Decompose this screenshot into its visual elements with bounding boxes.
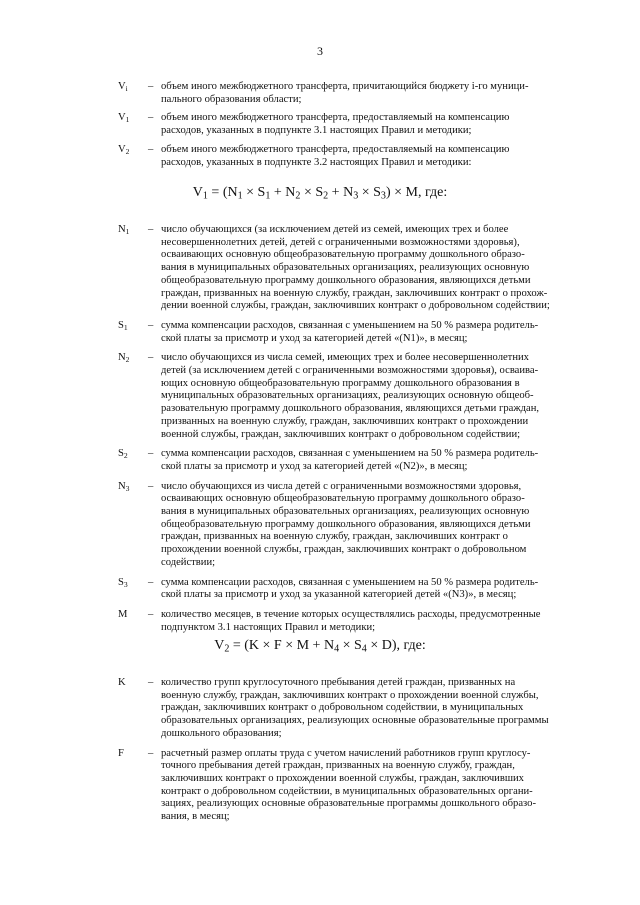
definition-line: расходов, указанных в подпункте 3.1 настоящих Правил и методики; xyxy=(161,125,472,137)
definition-line: пального образования области; xyxy=(161,93,302,105)
definition-symbol xyxy=(118,481,148,494)
definition-line: осваивающих основную общеобразовательную программу дошкольного образо- xyxy=(161,493,525,505)
definition-line: ской платы за присмотр и уход за категорией детей «(N2)», в месяц; xyxy=(161,460,468,472)
definition-line: число обучающихся (за исключением детей из семей, имеющих трех и более xyxy=(161,224,509,235)
definition-text xyxy=(161,677,608,741)
definition-line: заключивших контракт о прохождении военной службы, граждан, заключивших xyxy=(161,772,524,784)
definition-line: зациях, реализующих основные образовательные программы дошкольного образо- xyxy=(161,798,537,810)
definition-line: военной службы, граждан, заключивших контракт о добровольном содействии; xyxy=(161,428,521,440)
formula-lhs: V xyxy=(214,638,225,653)
formula-term: = (N xyxy=(207,185,238,200)
definition-line: ской платы за присмотр и уход за указанной категорией детей «(N3)», в месяц; xyxy=(161,589,517,601)
symbol-subscript: 2 xyxy=(125,146,130,156)
formula-term: × S xyxy=(300,185,324,200)
definition-dash: – xyxy=(148,608,154,620)
definition-text xyxy=(161,448,608,473)
symbol-letter: N xyxy=(118,352,126,364)
symbol-letter: N xyxy=(118,224,126,235)
definition-item xyxy=(118,81,608,106)
symbol-letter: F xyxy=(118,747,124,759)
definition-text xyxy=(161,352,608,441)
definition-symbol xyxy=(118,352,148,365)
symbol-letter: V xyxy=(118,143,126,155)
formula-subscript: 1 xyxy=(265,190,271,202)
definition-line: ющих основную общеобразовательную программу дошкольного образования в xyxy=(161,377,520,389)
definition-item xyxy=(118,748,608,824)
formula-subscript: 2 xyxy=(323,190,329,202)
definition-line: прохождении военной службы, граждан, заключивших контракт о добровольном xyxy=(161,544,527,556)
definition-symbol xyxy=(118,577,148,590)
definition-text xyxy=(161,81,608,106)
definition-line: дении военной службы, граждан, заключивших контракт о добровольном содействии; xyxy=(161,300,550,312)
definition-text xyxy=(161,481,608,570)
definition-line: объем иного межбюджетного трансферта, предоставляемый на компенсацию xyxy=(161,143,510,155)
definition-dash: – xyxy=(148,81,154,92)
definition-line: детей (за исключением детей с ограниченными возможностями здоровья), осваива- xyxy=(161,365,539,377)
symbol-letter: V xyxy=(118,112,126,124)
definitions-bottom xyxy=(118,677,608,824)
definition-line: сумма компенсации расходов, связанная с уменьшением на 50 % размера родитель- xyxy=(161,576,539,588)
symbol-subscript: 1 xyxy=(125,115,130,125)
definition-line: количество месяцев, в течение которых осуществлялись расходы, предусмотренные xyxy=(161,608,541,620)
symbol-letter: S xyxy=(118,576,124,588)
formula-subscript: 3 xyxy=(353,190,359,202)
definition-line: объем иного межбюджетного трансферта, предоставляемый на компенсацию xyxy=(161,112,510,124)
definition-text xyxy=(161,320,608,345)
definition-item xyxy=(118,609,608,634)
definition-symbol xyxy=(118,112,148,125)
definition-item xyxy=(118,677,608,741)
formula-v2 xyxy=(0,638,640,654)
definition-line: количество групп круглосуточного пребывания детей граждан, призванных на xyxy=(161,677,516,688)
definition-symbol xyxy=(118,748,148,761)
definition-line: несовершеннолетних детей, детей с ограниченными возможностями здоровья), xyxy=(161,236,520,248)
definition-text xyxy=(161,224,608,313)
definition-line: расходов, указанных в подпункте 3.2 настоящих Правил и методики: xyxy=(161,156,472,168)
symbol-letter: S xyxy=(118,448,124,460)
definition-symbol xyxy=(118,609,148,622)
definition-line: граждан, призванных на военную службу, граждан, заключивших контракт о прохож- xyxy=(161,287,548,299)
symbol-letter: M xyxy=(118,608,128,620)
definition-text xyxy=(161,609,608,634)
definition-dash: – xyxy=(148,448,154,460)
definition-symbol xyxy=(118,320,148,333)
definition-dash: – xyxy=(148,747,154,759)
definition-line: общеобразовательную программу дошкольного образования, являющихся детьми xyxy=(161,518,531,530)
definition-line: точного пребывания детей граждан, призванных на военную службу, граждан, xyxy=(161,760,515,772)
definition-line: число обучающихся из числа семей, имеющих трех и более несовершеннолетних xyxy=(161,352,529,364)
definition-line: осваивающих основную общеобразовательную программу дошкольного образо- xyxy=(161,249,525,261)
definition-dash: – xyxy=(148,576,154,588)
definition-symbol xyxy=(118,448,148,461)
definition-line: дошкольного образования; xyxy=(161,727,282,739)
formula-subscript: 3 xyxy=(380,190,386,202)
definition-symbol xyxy=(118,224,148,237)
formula-term: = (K × F × M + N xyxy=(229,638,335,653)
definition-line: сумма компенсации расходов, связанная с уменьшением на 50 % размера родитель- xyxy=(161,319,539,331)
symbol-subscript: 2 xyxy=(123,451,128,461)
formula-term: × S xyxy=(358,185,381,200)
definition-line: вания в муниципальных образовательных организациях, реализующих основную xyxy=(161,506,530,518)
formula-term: ) × M, где: xyxy=(385,185,448,200)
symbol-letter: S xyxy=(118,319,124,331)
definition-line: содействии; xyxy=(161,556,216,568)
definition-line: призванных на военную службу, граждан, заключивших контракт о прохождении xyxy=(161,415,529,427)
formula-v1 xyxy=(0,185,640,201)
definition-item xyxy=(118,448,608,473)
definition-line: разовательную программу дошкольного образования, являющихся детьми граждан, xyxy=(161,403,540,415)
symbol-subscript: 3 xyxy=(125,483,130,493)
symbol-letter: K xyxy=(118,677,126,688)
formula-lhs-subscript: 1 xyxy=(202,190,208,202)
formula-term: × S xyxy=(339,638,362,653)
formula-term: + N xyxy=(328,185,354,200)
formula-subscript: 4 xyxy=(334,643,340,655)
definition-line: подпунктом 3.1 настоящих Правил и методики; xyxy=(161,621,376,633)
definition-line: граждан, заключивших контракт о добровольном содействии, в муниципальных xyxy=(161,702,524,714)
definition-line: ской платы за присмотр и уход за категорией детей «(N1)», в месяц; xyxy=(161,332,468,344)
definition-line: расчетный размер оплаты труда с учетом начислений работников групп круглосу- xyxy=(161,747,531,759)
definition-text xyxy=(161,112,608,137)
formula-subscript: 2 xyxy=(295,190,301,202)
definition-line: контракт о добровольном содействии, в муниципальных образовательных органи- xyxy=(161,785,533,797)
definition-dash: – xyxy=(148,319,154,331)
definition-dash: – xyxy=(148,480,154,492)
definition-line: образовательных организациях, реализующих основные образовательные программы xyxy=(161,715,549,727)
definition-symbol xyxy=(118,81,148,94)
definition-dash: – xyxy=(148,112,154,124)
page-number: 3 xyxy=(317,44,323,58)
symbol-subscript: 2 xyxy=(125,355,130,365)
definitions-top xyxy=(118,81,608,169)
definition-item xyxy=(118,577,608,602)
formula-term: × S xyxy=(242,185,266,200)
definition-line: граждан, призванных на военную службу, граждан, заключивших контракт о xyxy=(161,531,508,543)
symbol-subscript: 1 xyxy=(125,226,130,236)
symbol-letter: V xyxy=(118,81,126,92)
formula-term: × D), где: xyxy=(366,638,426,653)
definition-item xyxy=(118,481,608,570)
symbol-subscript: i xyxy=(125,83,128,93)
formula-subscript: 1 xyxy=(237,190,243,202)
definition-item xyxy=(118,112,608,137)
definition-dash: – xyxy=(148,677,154,688)
definition-item xyxy=(118,224,608,313)
definition-dash: – xyxy=(148,143,154,155)
definition-line: вания в муниципальных образовательных организациях, реализующих основную xyxy=(161,262,530,274)
definition-line: сумма компенсации расходов, связанная с уменьшением на 50 % размера родитель- xyxy=(161,448,539,460)
definition-text xyxy=(161,748,608,824)
symbol-subscript: 3 xyxy=(123,579,128,589)
definition-dash: – xyxy=(148,224,154,235)
definitions-middle xyxy=(118,224,608,634)
definition-line: число обучающихся из числа детей с ограниченными возможностями здоровья, xyxy=(161,480,522,492)
definition-line: муниципальных образовательных организациях, реализующих основную общеоб- xyxy=(161,390,534,402)
formula-lhs-subscript: 2 xyxy=(224,643,230,655)
definition-symbol xyxy=(118,144,148,157)
formula-lhs: V xyxy=(192,185,203,200)
definition-dash: – xyxy=(148,352,154,364)
formula-term: + N xyxy=(270,185,296,200)
definition-line: военную службу, граждан, заключивших контракт о прохождении военной службы, xyxy=(161,689,539,701)
definition-line: объем иного межбюджетного трансферта, причитающийся бюджету i-го муници- xyxy=(161,81,529,92)
definition-text xyxy=(161,144,608,169)
definition-line: общеобразовательную программу дошкольного образования, являющихся детьми xyxy=(161,274,531,286)
definition-text xyxy=(161,577,608,602)
symbol-subscript: 1 xyxy=(123,322,128,332)
symbol-letter: N xyxy=(118,480,126,492)
definition-item xyxy=(118,144,608,169)
definition-item xyxy=(118,352,608,441)
definition-item xyxy=(118,320,608,345)
definition-line: вания, в месяц; xyxy=(161,811,230,823)
formula-subscript: 4 xyxy=(361,643,367,655)
definition-symbol xyxy=(118,677,148,690)
